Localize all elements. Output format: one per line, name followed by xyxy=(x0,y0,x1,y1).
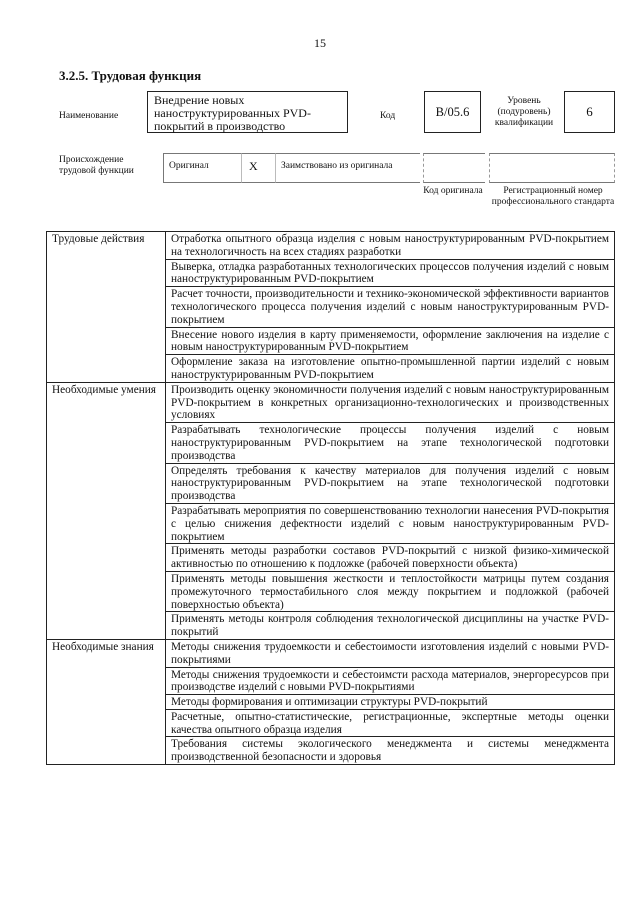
action-item: Внесение нового изделия в карту применяемости, оформление заключения на изделие с новым наноструктурированным PVD-покрытием xyxy=(166,327,615,355)
level-label: Уровень (подуровень) квалификации xyxy=(494,96,554,128)
skill-item: Применять методы повышения жесткости и теплостойкости матрицы путем создания промежуточного термостабильного слоя между покрытием и подложкой (рабочей поверхностью объекта) xyxy=(166,571,615,611)
knowledge-item: Методы снижения трудоемкости и себестоимсти расхода материалов, энергоресурсов при производстве изделий с новыми PVD-покрытиями xyxy=(166,667,615,695)
knowledge-item: Расчетные, опытно-статистические, регистрационные, экспертные методы оценки качества опытного образца изделия xyxy=(166,709,615,737)
origin-code-caption: Код оригинала xyxy=(423,186,483,196)
origin-cell-mark xyxy=(241,153,275,183)
section-title: 3.2.5. Трудовая функция xyxy=(59,68,202,83)
skill-item: Применять методы разработки составов PVD-покрытий с низкой физико-химической активностью по отношению к подложке (рабочей поверхности объекта) xyxy=(166,544,615,572)
origin-cell-reg xyxy=(489,153,615,183)
skill-item: Производить оценку экономичности получения изделий с новым наноструктурированным PVD-покрытием в конкретных организационно-технологических и производственных условиях xyxy=(166,382,615,422)
action-item: Выверка, отладка разработанных технологических процессов получения изделий с новым наноструктурированным PVD-покрытием xyxy=(166,259,615,287)
name-value: Внедрение новых наноструктурированных PVD-покрытий в производство xyxy=(147,91,348,133)
category-actions: Трудовые действия xyxy=(47,232,166,383)
function-table xyxy=(46,231,615,765)
origin-mark: X xyxy=(249,159,258,173)
origin-cell-code xyxy=(423,153,485,183)
origin-borrowed: Заимствовано из оригинала xyxy=(281,161,393,171)
knowledge-item: Требования системы экологического менеджмента и системы менеджмента производственной безопасности и здоровья xyxy=(166,737,615,765)
page-number: 15 xyxy=(314,36,326,50)
level-value: 6 xyxy=(564,91,615,133)
table-row xyxy=(47,382,615,422)
skill-item: Применять методы контроля соблюдения технологической дисциплины на участке PVD-покрытий xyxy=(166,612,615,640)
category-skills: Необходимые умения xyxy=(47,382,166,639)
skill-item: Определять требования к качеству материалов для получения изделий с новым наноструктурированным PVD-покрытием на этапе технологической подготовки производства xyxy=(166,463,615,503)
table-row xyxy=(47,232,615,260)
skill-item: Разрабатывать технологические процессы получения изделий с новым наноструктурированным PVD-покрытием на этапе технологической подготовки производства xyxy=(166,423,615,463)
knowledge-item: Методы формирования и оптимизации структуры PVD-покрытий xyxy=(166,695,615,710)
name-label: Наименование xyxy=(59,111,119,121)
category-knowledge: Необходимые знания xyxy=(47,639,166,764)
action-item: Расчет точности, производительности и технико-экономической эффективности вариантов технологического процесса получения изделий с новым наноструктурированным PVD-покрытием xyxy=(166,287,615,327)
code-label: Код xyxy=(380,111,396,121)
origin-original: Оригинал xyxy=(169,161,209,171)
table-row xyxy=(47,639,615,667)
origin-row xyxy=(163,153,615,183)
action-item: Отработка опытного образца изделия с новым наноструктурированным PVD-покрытием на технологичность на всех стадиях разработки xyxy=(166,232,615,260)
knowledge-item: Методы снижения трудоемкости и себестоимости изготовления изделий с новыми PVD-покрытиями xyxy=(166,639,615,667)
origin-label: Происхождение трудовой функции xyxy=(59,155,134,176)
action-item: Оформление заказа на изготовление опытно-промышленной партии изделий с новым наноструктурированным PVD-покрытием xyxy=(166,355,615,383)
origin-reg-caption: Регистрационный номер профессионального стандарта xyxy=(491,186,615,207)
skill-item: Разрабатывать мероприятия по совершенствованию технологии нанесения PVD-покрытия с целью снижения дефектности изделий с новым наноструктурированным PVD-покрытием xyxy=(166,503,615,543)
code-value: B/05.6 xyxy=(424,91,481,133)
